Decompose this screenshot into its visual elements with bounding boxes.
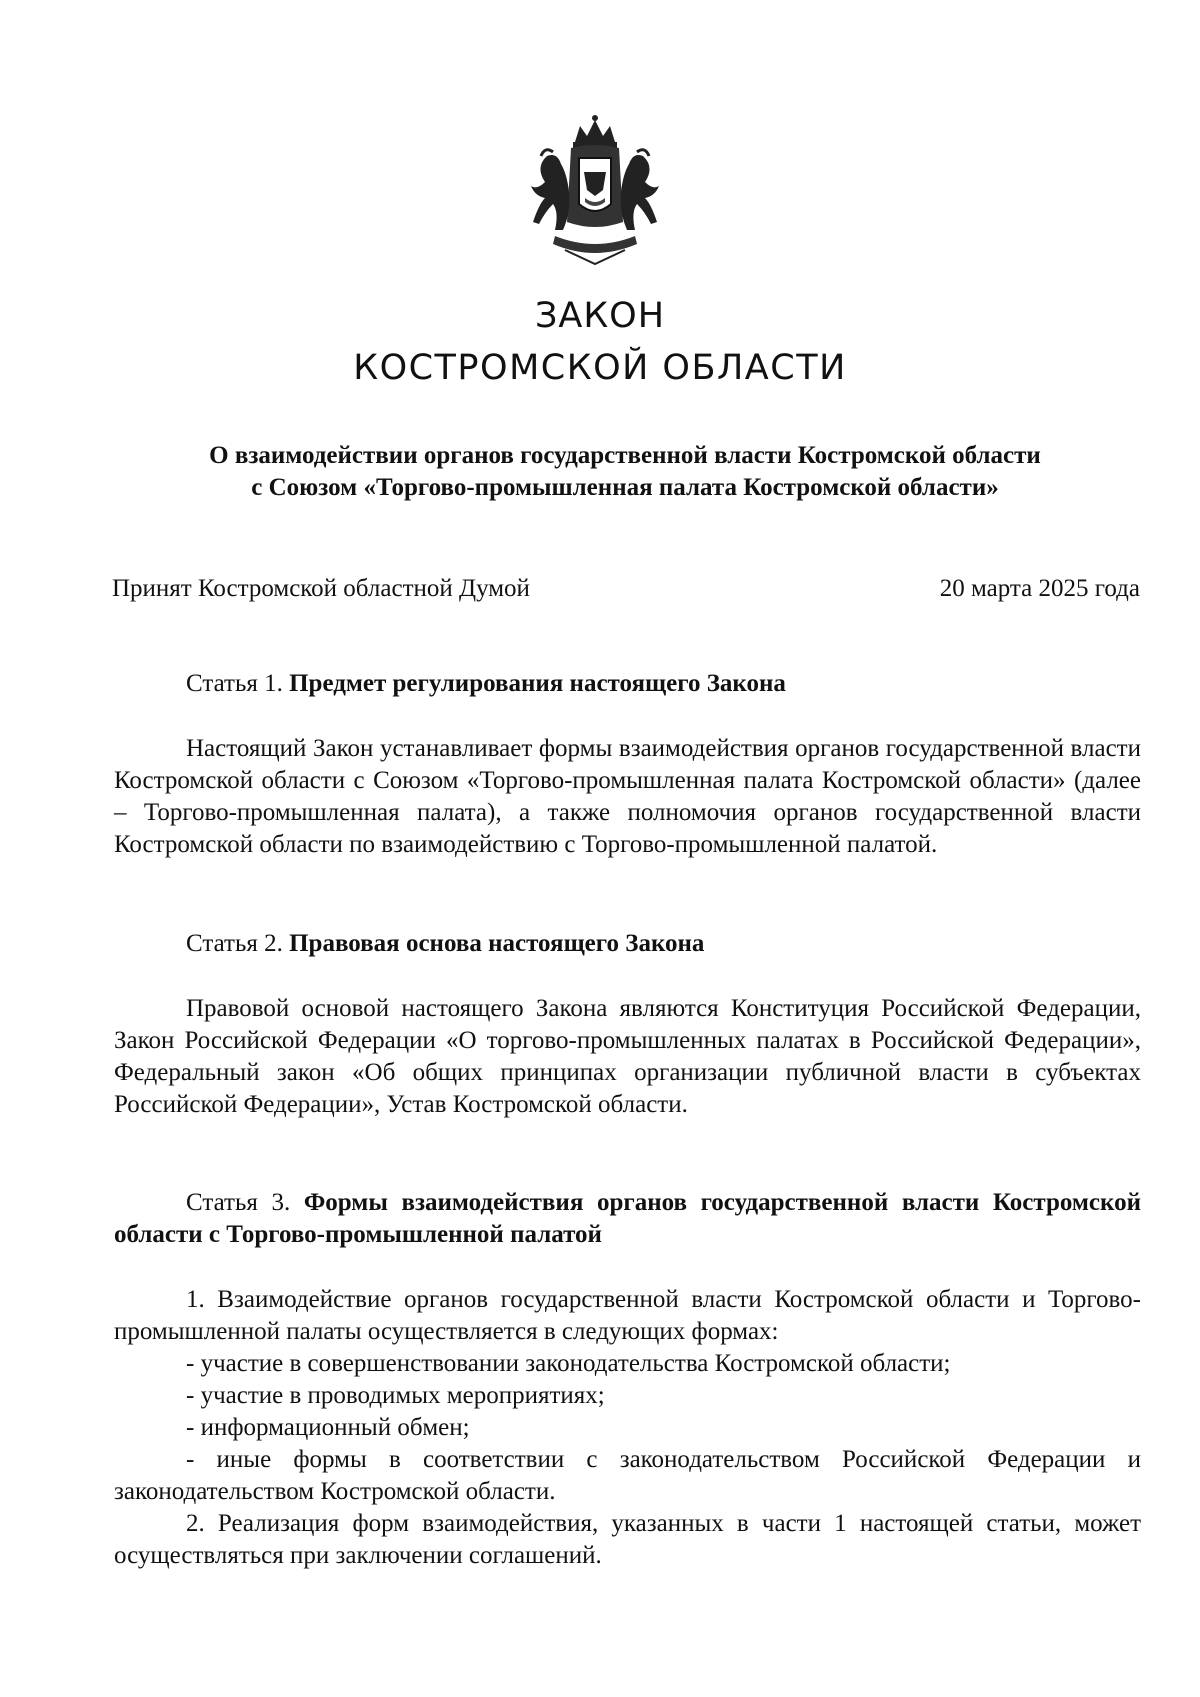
article-3-point-1: 1. Взаимодействие органов государственной власти Костромской области и Торгово-промышленной палаты осуществляется в следующих формах: bbox=[114, 1286, 1141, 1345]
article-3-heading bbox=[114, 1187, 1141, 1251]
article-2-heading bbox=[114, 928, 1141, 960]
coat-of-arms-icon bbox=[505, 112, 685, 272]
adoption-date: 20 марта 2025 года bbox=[939, 575, 1140, 602]
law-subject-line-2: с Союзом «Торгово-промышленная палата Костромской области» bbox=[251, 474, 999, 501]
article-1-heading bbox=[114, 668, 1141, 700]
law-region-title: КОСТРОМСКОЙ ОБЛАСТИ bbox=[353, 348, 847, 388]
article-3 bbox=[114, 1187, 1141, 1251]
article-2-paragraph: Правовой основой настоящего Закона являются Конституция Российской Федерации, Закон Российской Федерации «О торгово-промышленных палатах в Российской Федерации», Федеральный закон «Об общих принципах организации публичной власти в субъектах Российской Федерации», Устав Костромской области. bbox=[114, 995, 1141, 1118]
article-3-point-2: 2. Реализация форм взаимодействия, указанных в части 1 настоящей статьи, может осуществляться при заключении соглашений. bbox=[114, 1510, 1141, 1569]
article-2 bbox=[114, 928, 1141, 960]
article-3-title: Формы взаимодействия органов государственной власти Костромской области с Торгово-промышленной палатой bbox=[114, 1189, 1142, 1248]
article-3-body bbox=[114, 1284, 1141, 1572]
article-1-title: Предмет регулирования настоящего Закона bbox=[289, 670, 786, 697]
article-2-prefix: Статья 2. bbox=[186, 930, 290, 957]
law-title: ЗАКОН bbox=[534, 296, 666, 336]
article-1-body bbox=[114, 733, 1141, 861]
law-subject bbox=[110, 440, 1140, 504]
article-1-paragraph: Настоящий Закон устанавливает формы взаимодействия органов государственной власти Костромской области с Союзом «Торгово-промышленная палата Костромской области» (далее – Торгово-промышленная палата), а также полномочия органов государственной власти Костромской области по взаимодействию с Торгово-промышленной палатой. bbox=[114, 735, 1141, 858]
list-item: - иные формы в соответствии с законодательством Российской Федерации и законодательством Костромской области. bbox=[114, 1446, 1141, 1505]
list-item: - участие в проводимых мероприятиях; bbox=[186, 1382, 605, 1409]
law-subject-line-1: О взаимодействии органов государственной власти Костромской области bbox=[209, 442, 1041, 469]
article-1 bbox=[114, 668, 1141, 700]
article-2-body bbox=[114, 993, 1141, 1121]
adopted-by: Принят Костромской областной Думой bbox=[112, 575, 530, 602]
list-item: - информационный обмен; bbox=[186, 1414, 470, 1441]
article-3-prefix: Статья 3. bbox=[186, 1189, 304, 1216]
article-1-prefix: Статья 1. bbox=[186, 670, 290, 697]
list-item: - участие в совершенствовании законодательства Костромской области; bbox=[186, 1350, 951, 1377]
article-2-title: Правовая основа настоящего Закона bbox=[289, 930, 705, 957]
